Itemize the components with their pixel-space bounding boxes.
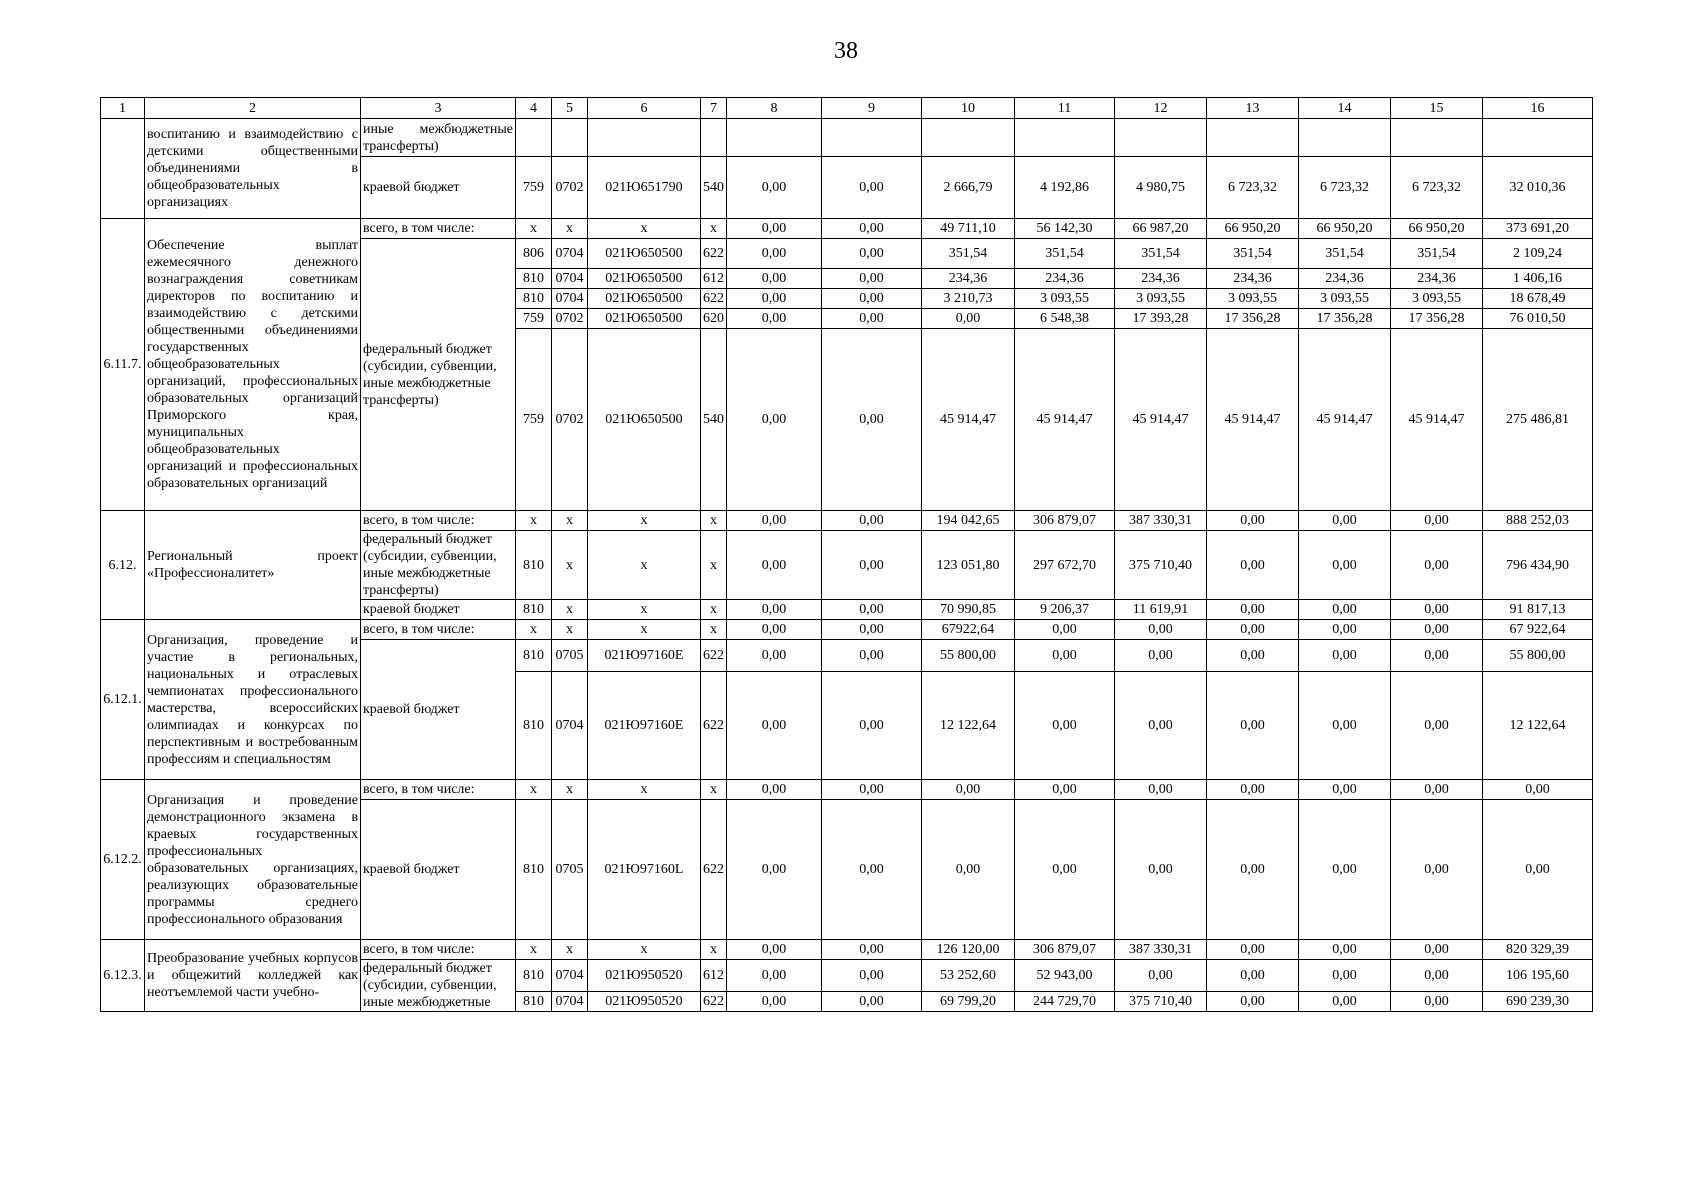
- source-label: краевой бюджет: [361, 640, 516, 780]
- cell-col-11: 4 192,86: [1015, 157, 1115, 219]
- row-number: 6.12.2.: [101, 780, 145, 940]
- cell-col-5: 0702: [552, 157, 588, 219]
- cell-col-15: 17 356,28: [1391, 309, 1483, 329]
- cell-col-5: 0704: [552, 269, 588, 289]
- cell-col-9: 0,00: [822, 531, 922, 600]
- cell-col-16: 1 406,16: [1483, 269, 1593, 289]
- cell-col-6: 021Ю650500: [588, 309, 701, 329]
- cell-col-8: 0,00: [727, 329, 822, 511]
- source-label: федеральный бюджет (субсидии, субвенции, иные межбюджетные: [361, 960, 516, 1012]
- cell-col-6: 021Ю650500: [588, 269, 701, 289]
- cell-col-7: 622: [701, 992, 727, 1012]
- cell-col-10: 234,36: [922, 269, 1015, 289]
- cell-col-5: x: [552, 780, 588, 800]
- cell-col-8: 0,00: [727, 800, 822, 940]
- cell-col-5: 0704: [552, 992, 588, 1012]
- cell-col-7: x: [701, 780, 727, 800]
- cell-col-13: 0,00: [1207, 800, 1299, 940]
- cell-col-12: 0,00: [1115, 640, 1207, 672]
- cell-col-10: 0,00: [922, 800, 1015, 940]
- cell-col-4: 810: [516, 672, 552, 780]
- total-label: всего, в том числе:: [361, 219, 516, 239]
- cell-col-6: x: [588, 940, 701, 960]
- item-name: Преобразование учебных корпусов и общежитий колледжей как неотъемлемой части учебно-: [145, 940, 361, 1012]
- total-label: всего, в том числе:: [361, 511, 516, 531]
- cell-col-8: 0,00: [727, 219, 822, 239]
- cell-col-11: 9 206,37: [1015, 600, 1115, 620]
- cell-col-8: 0,00: [727, 672, 822, 780]
- budget-table: [100, 97, 1593, 1012]
- empty-cell: [552, 119, 588, 157]
- cell-col-12: 0,00: [1115, 672, 1207, 780]
- cell-col-11: 6 548,38: [1015, 309, 1115, 329]
- cell-col-8: 0,00: [727, 640, 822, 672]
- cell-col-10: 49 711,10: [922, 219, 1015, 239]
- cell-col-15: 0,00: [1391, 940, 1483, 960]
- cell-col-5: x: [552, 511, 588, 531]
- cell-col-6: 021Ю650500: [588, 289, 701, 309]
- cell-col-4: 810: [516, 640, 552, 672]
- cell-col-8: 0,00: [727, 239, 822, 269]
- cell-col-7: x: [701, 531, 727, 600]
- cell-col-8: 0,00: [727, 940, 822, 960]
- cell-col-12: 375 710,40: [1115, 992, 1207, 1012]
- cell-col-6: 021Ю651790: [588, 157, 701, 219]
- cell-col-9: 0,00: [822, 940, 922, 960]
- cell-col-6: x: [588, 780, 701, 800]
- cell-col-15: 45 914,47: [1391, 329, 1483, 511]
- cell-col-14: 0,00: [1299, 800, 1391, 940]
- source-label: краевой бюджет: [361, 600, 516, 620]
- cell-col-10: 126 120,00: [922, 940, 1015, 960]
- cell-col-6: 021Ю97160L: [588, 800, 701, 940]
- total-label: всего, в том числе:: [361, 940, 516, 960]
- cell-col-12: 387 330,31: [1115, 940, 1207, 960]
- cell-col-12: 66 987,20: [1115, 219, 1207, 239]
- empty-cell: [1483, 119, 1593, 157]
- cell-col-11: 306 879,07: [1015, 940, 1115, 960]
- cell-col-6: x: [588, 219, 701, 239]
- cell-col-10: 123 051,80: [922, 531, 1015, 600]
- cell-col-4: 759: [516, 329, 552, 511]
- cell-col-9: 0,00: [822, 309, 922, 329]
- cell-col-14: 17 356,28: [1299, 309, 1391, 329]
- source-label: федеральный бюджет (субсидии, субвенции, иные межбюджетные трансферты): [361, 531, 516, 600]
- cell-col-15: 0,00: [1391, 531, 1483, 600]
- cell-col-7: 540: [701, 329, 727, 511]
- empty-cell: [727, 119, 822, 157]
- header-col-15: 15: [1391, 98, 1483, 119]
- cell-col-14: 45 914,47: [1299, 329, 1391, 511]
- cell-col-9: 0,00: [822, 329, 922, 511]
- cell-col-11: 0,00: [1015, 620, 1115, 640]
- cell-col-8: 0,00: [727, 600, 822, 620]
- cell-col-9: 0,00: [822, 511, 922, 531]
- total-label: всего, в том числе:: [361, 620, 516, 640]
- cell-col-4: 810: [516, 992, 552, 1012]
- cell-col-6: x: [588, 531, 701, 600]
- cell-col-13: 0,00: [1207, 780, 1299, 800]
- cell-col-11: 0,00: [1015, 672, 1115, 780]
- cell-col-4: x: [516, 780, 552, 800]
- cell-col-15: 0,00: [1391, 672, 1483, 780]
- cell-col-7: x: [701, 620, 727, 640]
- row-number: 6.12.: [101, 511, 145, 620]
- cell-col-5: x: [552, 600, 588, 620]
- cell-col-9: 0,00: [822, 269, 922, 289]
- cell-col-7: x: [701, 219, 727, 239]
- empty-cell: [516, 119, 552, 157]
- cell-col-7: 622: [701, 640, 727, 672]
- cell-col-16: 91 817,13: [1483, 600, 1593, 620]
- cell-col-5: 0704: [552, 960, 588, 992]
- cell-col-11: 52 943,00: [1015, 960, 1115, 992]
- row-number: [101, 119, 145, 219]
- header-col-6: 6: [588, 98, 701, 119]
- cell-col-13: 0,00: [1207, 672, 1299, 780]
- cell-col-7: 612: [701, 269, 727, 289]
- cell-col-16: 0,00: [1483, 800, 1593, 940]
- cell-col-5: x: [552, 620, 588, 640]
- cell-col-13: 0,00: [1207, 600, 1299, 620]
- cell-col-4: x: [516, 620, 552, 640]
- empty-cell: [1299, 119, 1391, 157]
- cell-col-11: 0,00: [1015, 780, 1115, 800]
- cell-col-13: 3 093,55: [1207, 289, 1299, 309]
- cell-col-14: 0,00: [1299, 940, 1391, 960]
- cell-col-7: x: [701, 511, 727, 531]
- cell-col-13: 0,00: [1207, 940, 1299, 960]
- cell-col-13: 66 950,20: [1207, 219, 1299, 239]
- cell-col-5: x: [552, 531, 588, 600]
- cell-col-4: 810: [516, 960, 552, 992]
- cell-col-15: 6 723,32: [1391, 157, 1483, 219]
- cell-col-4: 810: [516, 289, 552, 309]
- cell-col-9: 0,00: [822, 992, 922, 1012]
- cell-col-6: 021Ю950520: [588, 992, 701, 1012]
- cell-col-12: 0,00: [1115, 620, 1207, 640]
- cell-col-9: 0,00: [822, 960, 922, 992]
- cell-col-9: 0,00: [822, 780, 922, 800]
- cell-col-12: 17 393,28: [1115, 309, 1207, 329]
- cell-col-6: x: [588, 511, 701, 531]
- item-name: Организация и проведение демонстрационного экзамена в краевых государственных профессиональных образовательных организациях, реализующих образовательные программы среднего профессионального образования: [145, 780, 361, 940]
- cell-col-15: 0,00: [1391, 600, 1483, 620]
- header-col-7: 7: [701, 98, 727, 119]
- cell-col-16: 690 239,30: [1483, 992, 1593, 1012]
- empty-cell: [822, 119, 922, 157]
- cell-col-8: 0,00: [727, 992, 822, 1012]
- cell-col-9: 0,00: [822, 289, 922, 309]
- cell-col-9: 0,00: [822, 239, 922, 269]
- table-row: [101, 940, 1593, 960]
- cell-col-16: 67 922,64: [1483, 620, 1593, 640]
- cell-col-7: 622: [701, 289, 727, 309]
- cell-col-14: 0,00: [1299, 531, 1391, 600]
- cell-col-12: 387 330,31: [1115, 511, 1207, 531]
- source-label: краевой бюджет: [361, 800, 516, 940]
- cell-col-12: 11 619,91: [1115, 600, 1207, 620]
- source-label: краевой бюджет: [361, 157, 516, 219]
- cell-col-10: 69 799,20: [922, 992, 1015, 1012]
- cell-col-8: 0,00: [727, 620, 822, 640]
- cell-col-9: 0,00: [822, 800, 922, 940]
- cell-col-12: 375 710,40: [1115, 531, 1207, 600]
- cell-col-13: 45 914,47: [1207, 329, 1299, 511]
- item-name: Региональный проект «Профессионалитет»: [145, 511, 361, 620]
- cell-col-8: 0,00: [727, 960, 822, 992]
- table-row: [101, 780, 1593, 800]
- cell-col-14: 0,00: [1299, 960, 1391, 992]
- item-name: воспитанию и взаимодействию с детскими общественными объединениями в общеобразовательных организациях: [145, 119, 361, 219]
- cell-col-10: 45 914,47: [922, 329, 1015, 511]
- cell-col-4: x: [516, 219, 552, 239]
- header-col-8: 8: [727, 98, 822, 119]
- table-row: [101, 620, 1593, 640]
- cell-col-10: 194 042,65: [922, 511, 1015, 531]
- header-col-1: 1: [101, 98, 145, 119]
- cell-col-11: 234,36: [1015, 269, 1115, 289]
- cell-col-15: 66 950,20: [1391, 219, 1483, 239]
- cell-col-15: 0,00: [1391, 640, 1483, 672]
- row-number: 6.11.7.: [101, 219, 145, 511]
- empty-cell: [1207, 119, 1299, 157]
- cell-col-4: 810: [516, 269, 552, 289]
- cell-col-15: 0,00: [1391, 800, 1483, 940]
- cell-col-10: 53 252,60: [922, 960, 1015, 992]
- table-row: [101, 511, 1593, 531]
- empty-cell: [1115, 119, 1207, 157]
- header-col-10: 10: [922, 98, 1015, 119]
- cell-col-15: 0,00: [1391, 960, 1483, 992]
- empty-cell: [1391, 119, 1483, 157]
- empty-cell: [922, 119, 1015, 157]
- total-label: всего, в том числе:: [361, 780, 516, 800]
- cell-col-16: 2 109,24: [1483, 239, 1593, 269]
- source-label: федеральный бюджет (субсидии, субвенции, иные межбюджетные трансферты): [361, 239, 516, 511]
- cell-col-10: 2 666,79: [922, 157, 1015, 219]
- cell-col-8: 0,00: [727, 531, 822, 600]
- cell-col-9: 0,00: [822, 157, 922, 219]
- cell-col-11: 306 879,07: [1015, 511, 1115, 531]
- source-continuation: иные межбюджетные трансферты): [361, 119, 516, 157]
- cell-col-11: 56 142,30: [1015, 219, 1115, 239]
- cell-col-14: 0,00: [1299, 992, 1391, 1012]
- cell-col-9: 0,00: [822, 600, 922, 620]
- cell-col-14: 6 723,32: [1299, 157, 1391, 219]
- cell-col-6: 021Ю650500: [588, 239, 701, 269]
- cell-col-11: 3 093,55: [1015, 289, 1115, 309]
- cell-col-13: 0,00: [1207, 640, 1299, 672]
- cell-col-13: 0,00: [1207, 992, 1299, 1012]
- cell-col-16: 373 691,20: [1483, 219, 1593, 239]
- cell-col-8: 0,00: [727, 289, 822, 309]
- cell-col-15: 0,00: [1391, 620, 1483, 640]
- cell-col-8: 0,00: [727, 309, 822, 329]
- cell-col-6: 021Ю97160E: [588, 640, 701, 672]
- cell-col-11: 0,00: [1015, 640, 1115, 672]
- cell-col-5: 0705: [552, 640, 588, 672]
- header-col-16: 16: [1483, 98, 1593, 119]
- row-number: 6.12.1.: [101, 620, 145, 780]
- cell-col-12: 234,36: [1115, 269, 1207, 289]
- cell-col-8: 0,00: [727, 511, 822, 531]
- cell-col-13: 17 356,28: [1207, 309, 1299, 329]
- cell-col-10: 55 800,00: [922, 640, 1015, 672]
- cell-col-8: 0,00: [727, 157, 822, 219]
- header-col-4: 4: [516, 98, 552, 119]
- cell-col-7: 622: [701, 239, 727, 269]
- cell-col-15: 0,00: [1391, 780, 1483, 800]
- cell-col-14: 66 950,20: [1299, 219, 1391, 239]
- cell-col-7: 622: [701, 800, 727, 940]
- row-number: 6.12.3.: [101, 940, 145, 1012]
- cell-col-16: 106 195,60: [1483, 960, 1593, 992]
- cell-col-14: 0,00: [1299, 620, 1391, 640]
- cell-col-4: 810: [516, 600, 552, 620]
- item-name: Обеспечение выплат ежемесячного денежного вознаграждения советникам директоров по воспитанию и взаимодействию с детскими общественными объединениями государственных общеобразовательных организаций, профессиональных образовательных организаций Приморского края, муниципальных общеобразовательных организаций и профессиональных образовательных организаций: [145, 219, 361, 511]
- cell-col-15: 351,54: [1391, 239, 1483, 269]
- cell-col-13: 0,00: [1207, 511, 1299, 531]
- cell-col-7: x: [701, 940, 727, 960]
- cell-col-11: 45 914,47: [1015, 329, 1115, 511]
- cell-col-5: 0704: [552, 289, 588, 309]
- cell-col-5: x: [552, 940, 588, 960]
- cell-col-12: 45 914,47: [1115, 329, 1207, 511]
- cell-col-5: 0702: [552, 309, 588, 329]
- header-col-2: 2: [145, 98, 361, 119]
- cell-col-15: 234,36: [1391, 269, 1483, 289]
- cell-col-16: 18 678,49: [1483, 289, 1593, 309]
- cell-col-10: 0,00: [922, 780, 1015, 800]
- cell-col-13: 0,00: [1207, 531, 1299, 600]
- cell-col-16: 275 486,81: [1483, 329, 1593, 511]
- cell-col-13: 351,54: [1207, 239, 1299, 269]
- cell-col-10: 70 990,85: [922, 600, 1015, 620]
- cell-col-14: 3 093,55: [1299, 289, 1391, 309]
- cell-col-4: 806: [516, 239, 552, 269]
- table-row: [101, 119, 1593, 157]
- cell-col-13: 6 723,32: [1207, 157, 1299, 219]
- cell-col-6: 021Ю97160E: [588, 672, 701, 780]
- cell-col-14: 0,00: [1299, 640, 1391, 672]
- cell-col-4: 759: [516, 309, 552, 329]
- cell-col-10: 0,00: [922, 309, 1015, 329]
- cell-col-7: 540: [701, 157, 727, 219]
- header-col-12: 12: [1115, 98, 1207, 119]
- cell-col-14: 0,00: [1299, 672, 1391, 780]
- cell-col-16: 888 252,03: [1483, 511, 1593, 531]
- cell-col-8: 0,00: [727, 780, 822, 800]
- cell-col-5: x: [552, 219, 588, 239]
- cell-col-14: 0,00: [1299, 600, 1391, 620]
- header-col-5: 5: [552, 98, 588, 119]
- cell-col-10: 12 122,64: [922, 672, 1015, 780]
- cell-col-15: 0,00: [1391, 511, 1483, 531]
- cell-col-6: 021Ю650500: [588, 329, 701, 511]
- cell-col-9: 0,00: [822, 640, 922, 672]
- cell-col-11: 0,00: [1015, 800, 1115, 940]
- empty-cell: [701, 119, 727, 157]
- cell-col-7: 622: [701, 672, 727, 780]
- cell-col-14: 0,00: [1299, 780, 1391, 800]
- cell-col-14: 0,00: [1299, 511, 1391, 531]
- cell-col-12: 0,00: [1115, 960, 1207, 992]
- empty-cell: [588, 119, 701, 157]
- header-col-3: 3: [361, 98, 516, 119]
- header-col-13: 13: [1207, 98, 1299, 119]
- header-col-14: 14: [1299, 98, 1391, 119]
- cell-col-5: 0702: [552, 329, 588, 511]
- cell-col-9: 0,00: [822, 219, 922, 239]
- cell-col-4: 810: [516, 531, 552, 600]
- cell-col-6: x: [588, 600, 701, 620]
- cell-col-12: 3 093,55: [1115, 289, 1207, 309]
- cell-col-7: 620: [701, 309, 727, 329]
- cell-col-13: 0,00: [1207, 620, 1299, 640]
- page-number: 38: [834, 38, 858, 64]
- table-row: [101, 219, 1593, 239]
- cell-col-9: 0,00: [822, 672, 922, 780]
- cell-col-4: 759: [516, 157, 552, 219]
- cell-col-4: x: [516, 940, 552, 960]
- cell-col-12: 351,54: [1115, 239, 1207, 269]
- cell-col-10: 3 210,73: [922, 289, 1015, 309]
- cell-col-13: 0,00: [1207, 960, 1299, 992]
- cell-col-12: 0,00: [1115, 800, 1207, 940]
- cell-col-6: 021Ю950520: [588, 960, 701, 992]
- cell-col-14: 351,54: [1299, 239, 1391, 269]
- cell-col-15: 3 093,55: [1391, 289, 1483, 309]
- cell-col-14: 234,36: [1299, 269, 1391, 289]
- cell-col-16: 0,00: [1483, 780, 1593, 800]
- cell-col-13: 234,36: [1207, 269, 1299, 289]
- cell-col-16: 32 010,36: [1483, 157, 1593, 219]
- cell-col-16: 76 010,50: [1483, 309, 1593, 329]
- empty-cell: [1015, 119, 1115, 157]
- cell-col-16: 55 800,00: [1483, 640, 1593, 672]
- cell-col-10: 67922,64: [922, 620, 1015, 640]
- cell-col-4: 810: [516, 800, 552, 940]
- cell-col-6: x: [588, 620, 701, 640]
- cell-col-15: 0,00: [1391, 992, 1483, 1012]
- cell-col-16: 12 122,64: [1483, 672, 1593, 780]
- cell-col-10: 351,54: [922, 239, 1015, 269]
- cell-col-7: x: [701, 600, 727, 620]
- cell-col-5: 0704: [552, 239, 588, 269]
- cell-col-12: 4 980,75: [1115, 157, 1207, 219]
- cell-col-7: 612: [701, 960, 727, 992]
- item-name: Организация, проведение и участие в региональных, национальных и отраслевых чемпионатах профессионального мастерства, всероссийских олимпиадах и конкурсах по перспективным и востребованным профессиям и специальностям: [145, 620, 361, 780]
- cell-col-5: 0704: [552, 672, 588, 780]
- cell-col-12: 0,00: [1115, 780, 1207, 800]
- header-row: [101, 98, 1593, 119]
- cell-col-11: 244 729,70: [1015, 992, 1115, 1012]
- cell-col-11: 297 672,70: [1015, 531, 1115, 600]
- cell-col-16: 820 329,39: [1483, 940, 1593, 960]
- cell-col-9: 0,00: [822, 620, 922, 640]
- cell-col-16: 796 434,90: [1483, 531, 1593, 600]
- cell-col-4: x: [516, 511, 552, 531]
- cell-col-5: 0705: [552, 800, 588, 940]
- header-col-11: 11: [1015, 98, 1115, 119]
- cell-col-11: 351,54: [1015, 239, 1115, 269]
- cell-col-8: 0,00: [727, 269, 822, 289]
- header-col-9: 9: [822, 98, 922, 119]
